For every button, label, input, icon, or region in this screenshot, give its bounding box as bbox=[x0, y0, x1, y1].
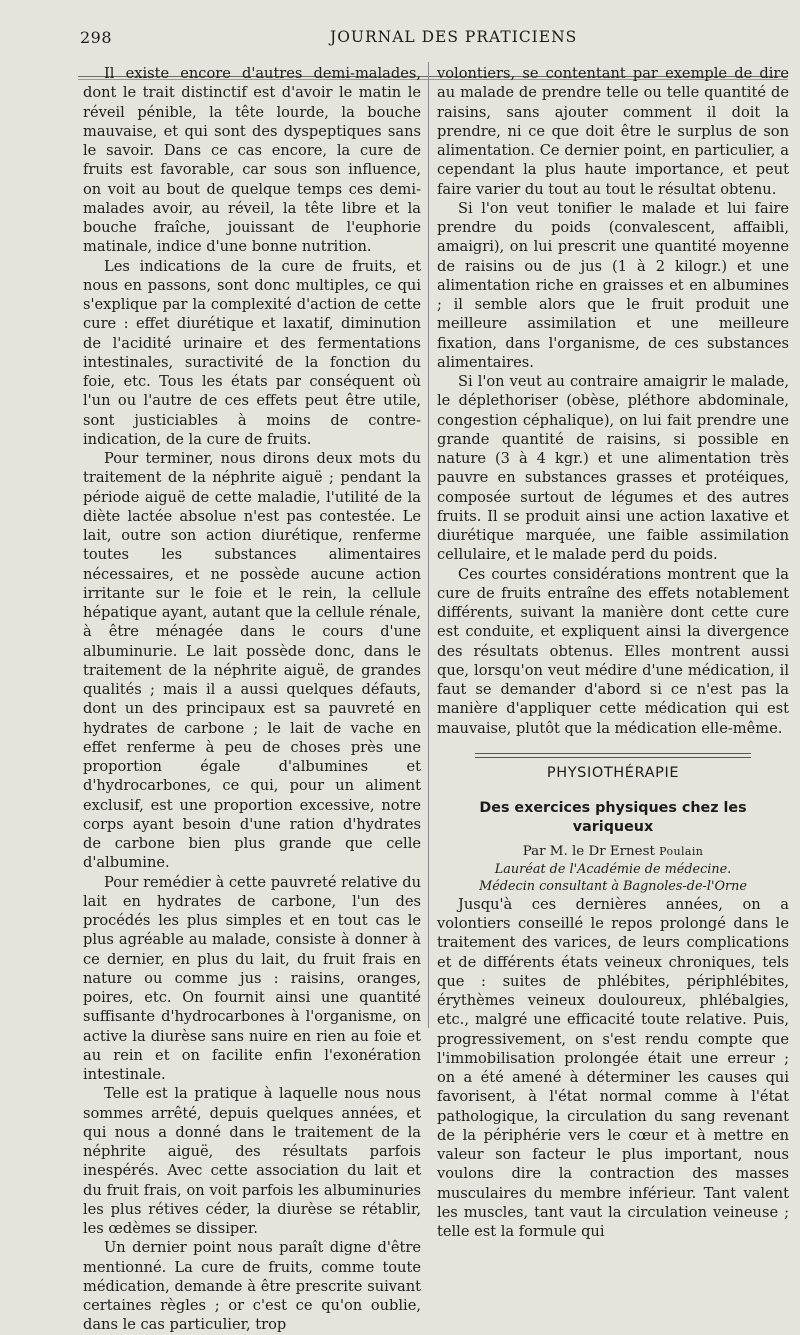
article-title: Des exercices physiques chez les variqueux bbox=[479, 800, 747, 836]
paragraph: Si l'on veut tonifier le malade et lui faire prendre du poids (convalescent, affaibli, amaigri), on lui prescrit une quantité moyenne de raisins ou de jus (1 à 2 kilogr.) et une alimentation riche en graisses et en albumines ; il semble alors que le fruit produit une meilleure assimilation et une meilleure fixation, dans l'organisme, de ces substances alimentaires. bbox=[437, 199, 789, 371]
page-number: 298 bbox=[80, 28, 113, 47]
paragraph: Ces courtes considérations montrent que la cure de fruits entraîne des effets notablement différents, suivant la manière dont cette cure est conduite, et expliquent ainsi la divergence des résultats obtenus. Elles montrent aussi que, lorsqu'on veut médire d'une médication, il faut se demander d'abord si ce n'est pas la manière d'appliquer cette médication qui est mauvaise, plutôt que la médication elle-même. bbox=[437, 565, 789, 737]
byline bbox=[437, 842, 789, 861]
paragraph-continued: volontiers, se contentant par exemple de dire au malade de prendre telle ou telle quantité de raisins, sans ajouter comment il doit la prendre, ni ce que doit être le surplus de son alimentation. Ce dernier point, en particulier, a cependant la plus haute importance, et peut faire varier du tout au tout le résultat obtenu. bbox=[437, 65, 789, 198]
column-divider bbox=[428, 62, 429, 1028]
journal-title: JOURNAL DES PRATICIENS bbox=[330, 28, 578, 46]
author-name: Poulain bbox=[659, 844, 704, 858]
section-heading: PHYSIOTHÉRAPIE bbox=[546, 764, 680, 781]
paragraph: Un dernier point nous paraît digne d'être mentionné. La cure de fruits, comme toute médication, demande à être prescrite suivant certaines règles ; or c'est ce qu'on oublie, dans le cas particulier, trop bbox=[83, 1239, 421, 1334]
article-paragraph: Jusqu'à ces dernières années, on a volontiers conseillé le repos prolongé dans le traitement des varices, de leurs complications et de différents états veineux chroniques, tels que : suites de phlébites, périphlébites, érythèmes veineux douloureux, phlébalgies, etc., malgré une efficacité toute relative. Puis, progressivement, on s'est rendu compte que l'immobilisation prolongée était une erreur ; on a été amené à déterminer les causes qui favorisent, à l'état normal comme à l'état pathologique, la circulation du sang revenant de la périphérie vers le cœur et à mettre en valeur son facteur le plus important, nous voulons dire la contraction des masses musculaires du membre inférieur. Tant valent les muscles, tant vaut la circulation veineuse ; telle est la formule qui bbox=[437, 895, 789, 1240]
author-affiliation: Lauréat de l'Académie de médecine. bbox=[494, 861, 732, 877]
paragraph: Telle est la pratique à laquelle nous nous sommes arrêté, depuis quelques années, et qui nous a donné dans le traitement de la néphrite aiguë, des résultats parfois inespérés. Avec cette association du lait et du fruit frais, on voit parfois les albuminuries les plus rétives céder, la diurèse se rétablir, les œdèmes se dissiper. bbox=[83, 1085, 421, 1237]
byline-prefix: Par M. le Dr Ernest bbox=[522, 843, 655, 859]
paragraph: Pour remédier à cette pauvreté relative du lait en hydrates de carbone, l'un des procédés les plus simples et en tout cas le plus agréable au malade, consiste à donner à ce dernier, en plus du lait, du fruit frais en nature ou comme jus : raisins, oranges, poires, etc. On fournit ainsi une quantité suffisante d'hydrocarbones à l'organisme, on active la diurèse sans nuire en rien au foie et au rein et on facilite enfin l'exonération intestinale. bbox=[83, 873, 421, 1083]
paragraph: Les indications de la cure de fruits, et nous en passons, sont donc multiples, ce qui s'explique par la complexité d'action de cette cure : effet diurétique et laxatif, diminution de l'acidité urinaire et des fermentations intestinales, suractivité de la fonction du foie, etc. Tous les états par conséquent où l'un ou l'autre de ces effets peut être utile, sont justiciables à moins de contre-indication, de la cure de fruits. bbox=[83, 257, 421, 448]
paragraph: Si l'on veut au contraire amaigrir le malade, le déplethoriser (obèse, pléthore abdominale, congestion céphalique), on lui fait prendre une grande quantité de raisins, si possible en nature (3 à 4 kgr.) et une alimentation très pauvre en substances grasses et protéiques, composée surtout de légumes et des autres fruits. Il se produit ainsi une action laxative et diurétique marquée, une faible assimilation cellulaire, et le malade perd du poids. bbox=[437, 373, 789, 564]
paragraph: Pour terminer, nous dirons deux mots du traitement de la néphrite aiguë ; pendant la période aiguë de cette maladie, l'utilité de la diète lactée absolue n'est pas contestée. Le lait, outre son action diurétique, renferme toutes les substances alimentaires nécessaires, et ne possède aucune action irritante sur le foie et le rein, la cellule hépatique ayant, autant que la cellule rénale, à être ménagée dans le cours d'une albuminurie. Le lait possède donc, dans le traitement de la néphrite aiguë, de grandes qualités ; mais il a aussi quelques défauts, dont un des principaux est sa pauvreté en hydrates de carbone ; le lait de vache en effet renferme à peu de choses près une proportion égale d'albumines et d'hydrocarbones, ce qui, pour un aliment exclusif, est une proportion excessive, notre corps ayant besoin d'une ration d'hydrates de carbone bien plus grande que celle d'albumine. bbox=[83, 450, 421, 872]
author-affiliation-2: Médecin consultant à Bagnoles-de-l'Orne bbox=[479, 878, 747, 894]
section-rule bbox=[475, 753, 751, 758]
left-column bbox=[83, 64, 421, 1335]
page-header bbox=[0, 26, 800, 54]
paragraph: Il existe encore d'autres demi-malades, dont le trait distinctif est d'avoir le matin le réveil pénible, la tête lourde, la bouche mauvaise, et qui sont des dyspeptiques sans le savoir. Dans ce cas encore, la cure de fruits est favorable, car sous son influence, on voit au bout de quelque temps ces demi-malades avoir, au réveil, la tête libre et la bouche fraîche, jouissant de l'euphorie matinale, indice d'une bonne nutrition. bbox=[83, 65, 421, 256]
right-column bbox=[437, 64, 789, 1241]
